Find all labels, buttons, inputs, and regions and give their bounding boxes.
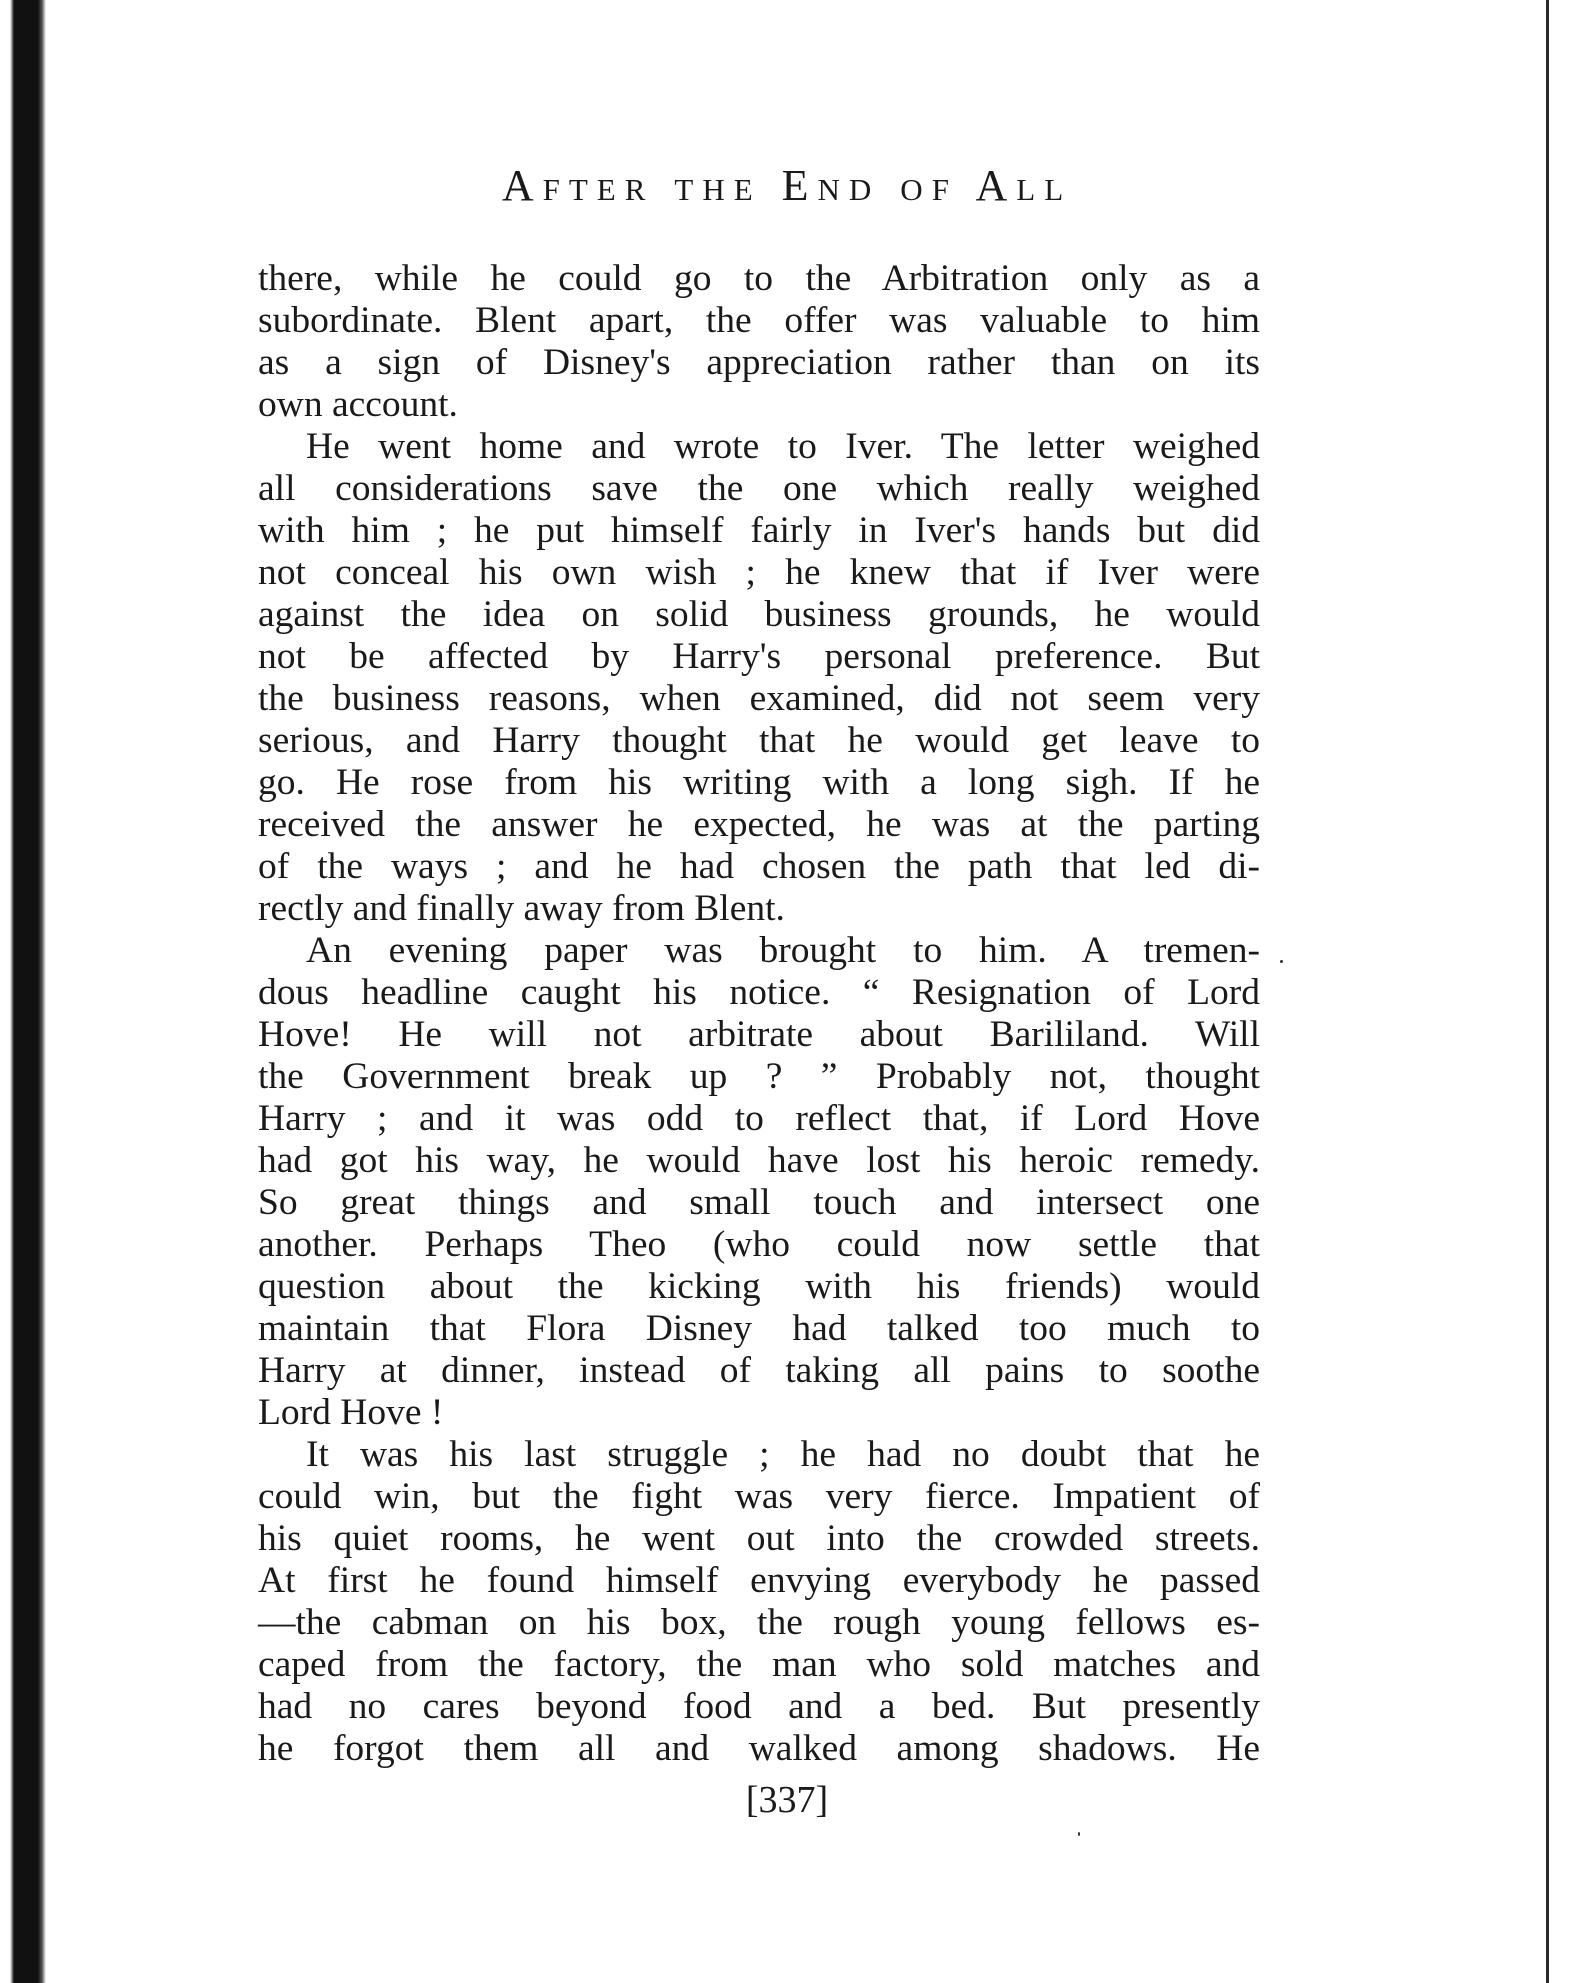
paragraph-4 — [258, 1434, 1260, 1770]
text-line: Harry at dinner, instead of taking all pains to soothe — [258, 1350, 1260, 1391]
text-line: It was his last struggle ; he had no doubt that he — [306, 1434, 1260, 1475]
text-line: At first he found himself envying everybody he passed — [258, 1560, 1260, 1601]
text-line: Harry ; and it was odd to reflect that, if Lord Hove — [258, 1098, 1260, 1139]
text-line: maintain that Flora Disney had talked too much to — [258, 1308, 1260, 1349]
text-line: the Government break up ? ” Probably not, thought — [258, 1056, 1260, 1097]
paragraph-1 — [258, 258, 1260, 426]
text-line: another. Perhaps Theo (who could now settle that — [258, 1224, 1260, 1265]
text-line: go. He rose from his writing with a long sigh. If he — [258, 762, 1260, 803]
text-line: subordinate. Blent apart, the offer was valuable to him — [258, 300, 1260, 341]
scan-speck — [1078, 1832, 1080, 1836]
text-line: there, while he could go to the Arbitration only as a — [258, 258, 1260, 299]
text-line: his quiet rooms, he went out into the crowded streets. — [258, 1518, 1260, 1559]
scan-speck — [1280, 960, 1283, 963]
text-line: He went home and wrote to Iver. The letter weighed — [306, 426, 1260, 467]
page-edge-right-line — [1546, 0, 1549, 1983]
text-line: An evening paper was brought to him. A tremen- — [306, 930, 1260, 971]
page-edge-shadow — [0, 0, 46, 1983]
text-line: he forgot them all and walked among shadows. He — [258, 1728, 1260, 1769]
text-line: So great things and small touch and intersect one — [258, 1182, 1260, 1223]
text-line: caped from the factory, the man who sold matches and — [258, 1644, 1260, 1685]
body-text — [258, 258, 1260, 1770]
running-head: After the End of All — [501, 161, 1073, 210]
text-line: dous headline caught his notice. “ Resignation of Lord — [258, 972, 1260, 1013]
text-line: the business reasons, when examined, did not seem very — [258, 678, 1260, 719]
text-line: of the ways ; and he had chosen the path that led di- — [258, 846, 1260, 887]
page-number: [337] — [745, 1779, 829, 1821]
text-line: question about the kicking with his friends) would — [258, 1266, 1260, 1307]
text-line: serious, and Harry thought that he would get leave to — [258, 720, 1260, 761]
text-line: rectly and finally away from Blent. — [258, 888, 785, 929]
text-line: had no cares beyond food and a bed. But presently — [258, 1686, 1260, 1727]
text-line: against the idea on solid business grounds, he would — [258, 594, 1260, 635]
paragraph-3 — [258, 930, 1260, 1434]
text-line: had got his way, he would have lost his heroic remedy. — [258, 1140, 1260, 1181]
text-line: Hove! He will not arbitrate about Barililand. Will — [258, 1014, 1260, 1055]
paragraph-2 — [258, 426, 1260, 930]
text-line: not be affected by Harry's personal preference. But — [258, 636, 1260, 677]
text-line: received the answer he expected, he was at the parting — [258, 804, 1260, 845]
text-line: as a sign of Disney's appreciation rather than on its — [258, 342, 1260, 383]
text-line: own account. — [258, 384, 458, 425]
text-line: —the cabman on his box, the rough young fellows es- — [258, 1602, 1260, 1643]
text-line: Lord Hove ! — [258, 1392, 444, 1433]
text-line: could win, but the fight was very fierce. Impatient of — [258, 1476, 1260, 1517]
text-line: not conceal his own wish ; he knew that if Iver were — [258, 552, 1260, 593]
text-line: all considerations save the one which really weighed — [258, 468, 1260, 509]
text-line: with him ; he put himself fairly in Iver's hands but did — [258, 510, 1260, 551]
